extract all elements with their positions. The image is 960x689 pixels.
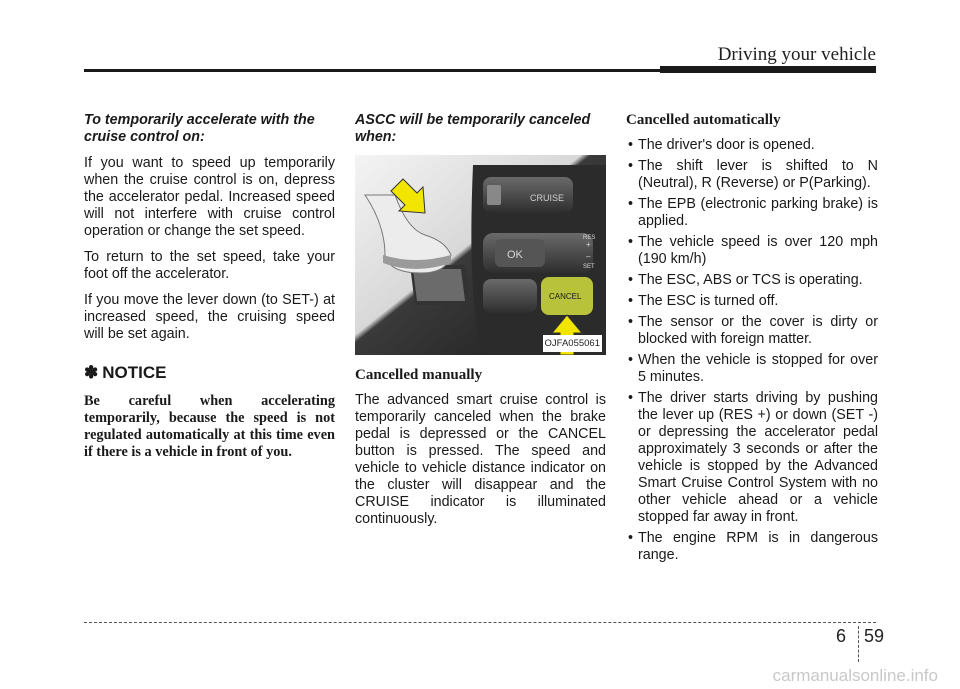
- paragraph: The advanced smart cruise control is temporarily canceled when the brake pedal is depressed or the CANCEL button is pressed. The speed and vehicle to vehicle distance indicator on the cluster will disappear and the CRUISE indicator is illuminated continuously.: [355, 392, 606, 527]
- list-item: • The sensor or the cover is dirty or blocked with foreign matter.: [626, 314, 878, 348]
- watermark: carmanualsonline.info: [772, 666, 938, 685]
- header-rule-accent: [660, 66, 876, 73]
- paragraph: To return to the set speed, take your foot off the accelerator.: [84, 249, 335, 282]
- list-item: • The ESC is turned off.: [626, 293, 878, 310]
- ascc-cancel-subheading: ASCC will be temporarily canceled when:: [355, 112, 591, 145]
- page-number: 59: [864, 626, 885, 646]
- paragraph: If you want to speed up temporarily when the cruise control is on, depress the accelerator pedal. Increased speed will not interfere with cruise control operation or change the set speed.: [84, 155, 335, 239]
- header-title: Driving your vehicle: [717, 44, 876, 65]
- steering-controls-illustration: [355, 155, 606, 355]
- list-item: • The EPB (electronic parking brake) is applied.: [626, 196, 878, 230]
- list-item: • The driver starts driving by pushing the lever up (RES +) or down (SET -) or depressing the accelerator pedal approximately 3 seconds or after the vehicle is stopped by the Advanced Smart Cruise Control System with no other vehicle ahead or a vehicle stopped far away in front.: [626, 390, 878, 526]
- cruise-label: CRUISE: [530, 193, 565, 203]
- footer-rule: [84, 622, 876, 623]
- res-label: RES: [583, 235, 596, 241]
- set-label: SET: [583, 264, 595, 270]
- column-left: [84, 112, 335, 461]
- page-separator: [858, 626, 860, 662]
- accelerate-subheading: To temporarily accelerate with the cruise control on:: [84, 112, 315, 145]
- cancelled-manually-heading: Cancelled manually: [355, 367, 483, 383]
- minus-label: –: [586, 252, 591, 261]
- cancelled-automatically-heading: Cancelled automatically: [626, 112, 781, 128]
- figure-caption: OJFA055061: [543, 335, 602, 352]
- notice-title: NOTICE: [102, 363, 167, 382]
- plus-label: +: [586, 240, 591, 249]
- list-item: • When the vehicle is stopped for over 5 minutes.: [626, 352, 878, 386]
- ok-label: OK: [507, 249, 523, 261]
- list-item: • The ESC, ABS or TCS is operating.: [626, 272, 878, 289]
- notice-icon: ✽: [84, 363, 99, 382]
- column-right: [626, 112, 878, 568]
- paragraph: If you move the lever down (to SET-) at increased speed, the cruising speed will be set again.: [84, 292, 335, 342]
- list-item: • The shift lever is shifted to N (Neutral), R (Reverse) or P(Parking).: [626, 158, 878, 192]
- chapter-number: 6: [836, 626, 847, 646]
- notice-heading: [84, 363, 335, 383]
- bullet-list: [626, 137, 878, 564]
- steering-wheel-figure: [355, 155, 606, 355]
- list-item: • The driver's door is opened.: [626, 137, 878, 154]
- cancel-label: CANCEL: [549, 292, 582, 301]
- list-item: • The engine RPM is in dangerous range.: [626, 530, 878, 564]
- header-rule: [84, 69, 662, 72]
- notice-body: Be careful when accelerating temporarily, because the speed is not regulated automatically at this time even if there is a vehicle in front of you.: [84, 393, 335, 460]
- column-middle: [355, 112, 606, 537]
- list-item: • The vehicle speed is over 120 mph (190 km/h): [626, 234, 878, 268]
